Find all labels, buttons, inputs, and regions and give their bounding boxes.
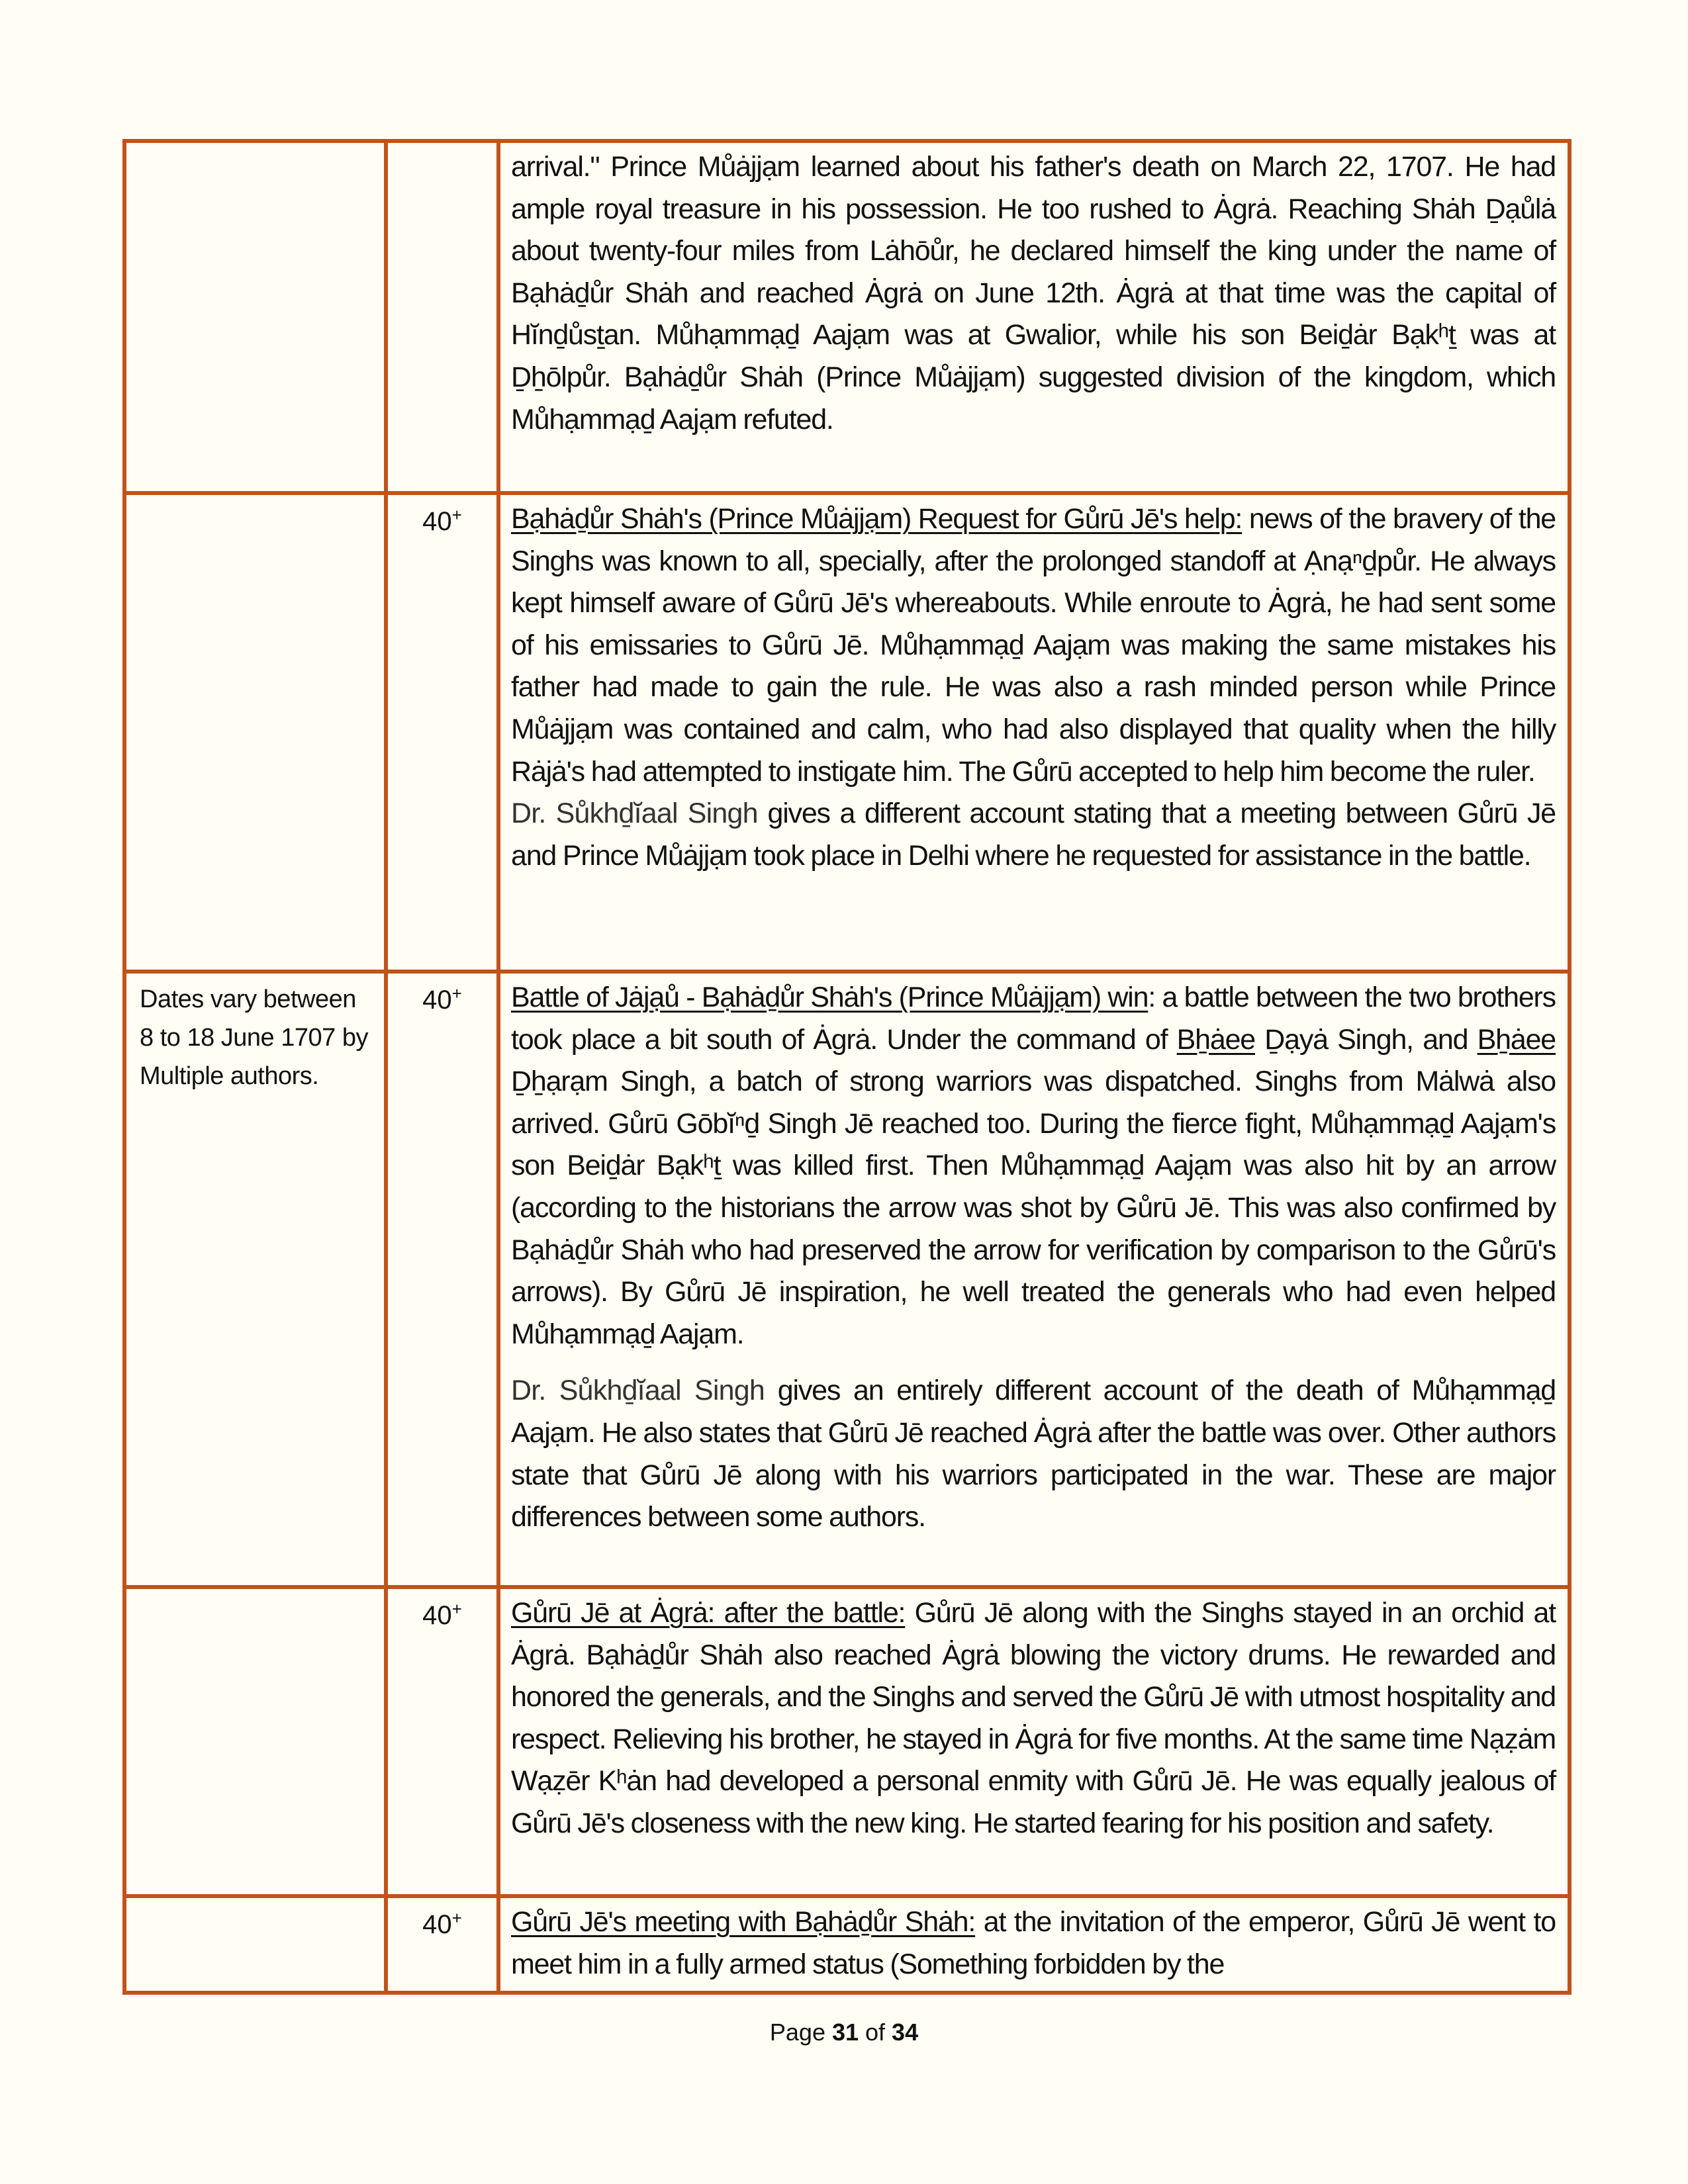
event-body: Gůrū Jē along with the Singhs stayed in an orchid at Ȧgrȧ. Bạhȧḏůr Shȧh also reached Ȧgrȧ blowing the victory drums. He rewarded and honored the generals, and the Singhs and served the Gůrū Jē with utmost hospitality and respect. Relieving his brother, he stayed in Ȧgrȧ for five months. At the same time Nạẓȧm Wạẓēr Kʰȧn had developed a personal enmity with Gůrū Jē. He was equally jealous of Gůrū Jē's closeness with the new king. He started fearing for his position and safety. [511,1597,1556,1839]
name-bhaee: Bẖȧee [1176,1023,1255,1056]
age-superscript: + [451,505,462,525]
age-cell [386,972,498,1587]
author-note [511,793,1556,877]
event-heading: Battle of Jȧjạů - Bạhȧḏůr Shȧh's (Prince Můȧjjạm) win [511,981,1149,1013]
age-cell [386,1896,498,1993]
table-row [124,141,1570,493]
event-cell [498,141,1570,493]
event-body: Ḏẖạrạm Singh, a batch of strong warriors was dispatched. Singhs from Mȧlwȧ also arrived. Gůrū Gōbĭⁿḏ Singh Jē reached too. During the fierce fight, Můhạmmạḏ Aajạm's son Beiḏȧr Bạkʰṯ was killed first. Then Můhạmmạḏ Aajạm was also hit by an arrow (according to the historians the arrow was shot by Gůrū Jē. This was also confirmed by Bạhȧḏůr Shȧh who had preserved the arrow for verification by comparison to the Gůrū's arrows). By Gůrū Jē inspiration, he well treated the generals who had even helped Můhạmmạḏ Aajạm. [511,1066,1556,1350]
age-cell [386,141,498,493]
event-cell [498,1896,1570,1993]
event-body: at the invitation of the emperor, Gůrū Jē went to meet him in a fully armed status (Something forbidden by the [511,1906,1556,1980]
event-cell [498,1587,1570,1896]
page-label: Page [769,2019,832,2046]
author-name: Dr. Sůkhḏĭaal Singh [511,797,758,830]
age-value: 40 [422,1910,452,1939]
age-value: 40 [422,985,452,1015]
author-note [511,1370,1556,1538]
table-row [124,972,1570,1587]
age-superscript: + [451,1908,462,1928]
author-name: Dr. Sůkhḏĭaal Singh [511,1375,765,1407]
event-paragraph [511,1901,1556,1985]
author-note-text: gives an entirely different account of the death of Můhạmmạḏ Aajạm. He also states that Gůrū Jē reached Ȧgrȧ after the battle was over. Other authors state that Gůrū Jē along with his warriors participated in the war. These are major differences between some authors. [511,1375,1556,1533]
table-row [124,1587,1570,1896]
total-pages: 34 [892,2019,919,2046]
age-value: 40 [422,507,452,536]
chronology-table [122,139,1571,1995]
age-superscript: + [451,1599,462,1619]
age-cell [386,493,498,972]
age-cell [386,1587,498,1896]
page-number-footer [0,2019,1688,2046]
age-superscript: + [451,983,462,1003]
table-row [124,493,1570,972]
date-cell [124,1587,386,1896]
event-heading: Gůrū Jē at Ȧgrȧ: after the battle: [511,1597,906,1629]
date-cell [124,493,386,972]
event-body: Ḏạyȧ Singh, and [1255,1023,1477,1056]
event-cell [498,972,1570,1587]
date-cell [124,1896,386,1993]
date-cell: Dates vary between 8 to 18 June 1707 by Multiple authors. [124,972,386,1587]
event-heading: Bạhȧḏůr Shȧh's (Prince Můȧjjạm) Request for Gůrū Jē's help: [511,503,1243,535]
table-row [124,1896,1570,1993]
event-paragraph [511,977,1556,1355]
date-cell [124,141,386,493]
event-paragraph: arrival." Prince Můȧjjạm learned about his father's death on March 22, 1707. He had ample royal treasure in his possession. He too rushed to Ȧgrȧ. Reaching Shȧh Ḏạůlȧ about twenty-four miles from Lȧhōůr, he declared himself the king under the name of Bạhȧḏůr Shȧh and reached Ȧgrȧ on June 12th. Ȧgrȧ at that time was the capital of Hĭnḏůsṯan. Můhạmmạḏ Aajạm was at Gwalior, while his son Beiḏȧr Bạkʰṯ was at Ḏẖōlpůr. Bạhȧḏůr Shȧh (Prince Můȧjjạm) suggested division of the kingdom, which Můhạmmạḏ Aajạm refuted. [511,151,1556,435]
name-bhaee: Bẖȧee [1477,1023,1556,1056]
event-paragraph [511,1592,1556,1845]
event-body: news of the bravery of the Singhs was known to all, specially, after the prolonged standoff at Ạnạⁿḏpůr. He always kept himself aware of Gůrū Jē's whereabouts. While enroute to Ȧgrȧ, he had sent some of his emissaries to Gůrū Jē. Můhạmmạḏ Aajạm was making the same mistakes his father had made to gain the rule. He was also a rash minded person while Prince Můȧjjạm was contained and calm, who had also displayed that quality when the hilly Rȧjȧ's had attempted to instigate him. The Gůrū accepted to help him become the ruler. [511,503,1556,788]
event-paragraph [511,498,1556,793]
event-heading: Gůrū Jē's meeting with Bạhȧḏůr Shȧh: [511,1906,976,1938]
current-page: 31 [831,2019,859,2046]
author-note-text: gives a different account stating that a meeting between Gůrū Jē and Prince Můȧjjạm took place in Delhi where he requested for assistance in the battle. [511,797,1556,872]
page-of-label: of [859,2019,892,2046]
event-cell [498,493,1570,972]
event-body: : a battle between the two brothers took place a bit south of Ȧgrȧ. Under the command of [511,981,1556,1056]
age-value: 40 [422,1601,452,1630]
